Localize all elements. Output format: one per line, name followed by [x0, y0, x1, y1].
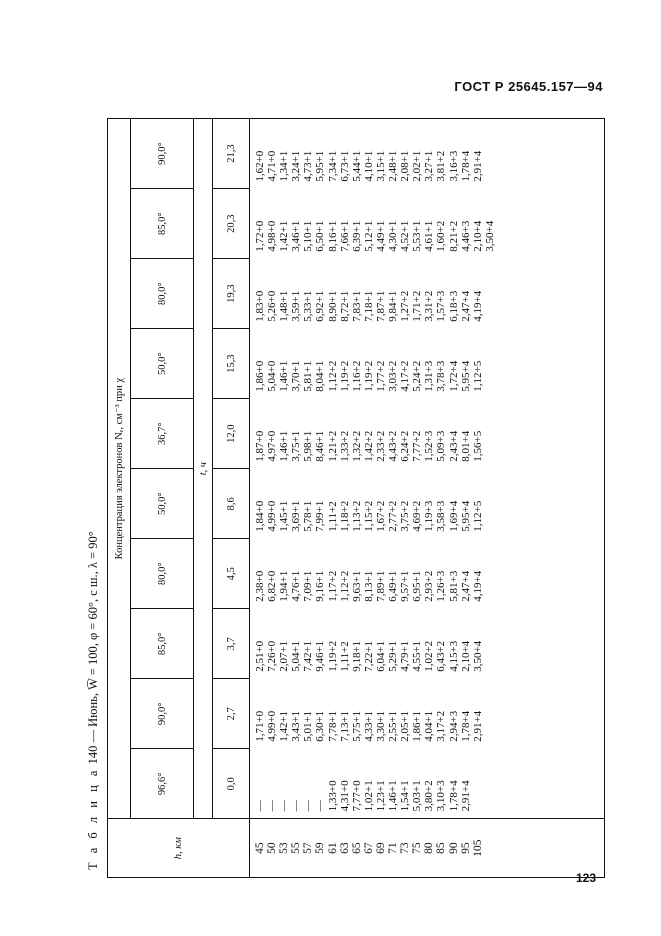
table-cell: 2,10+4: [459, 640, 472, 672]
table-cell: 4,97+0: [266, 430, 279, 462]
height-value: 95: [459, 842, 472, 854]
table-cell: 1,46+1: [278, 360, 291, 392]
table-cell: 5,03+1: [411, 780, 424, 812]
height-value: 59: [314, 842, 327, 854]
table-cell: 2,43+4: [447, 430, 460, 462]
table-cell: 4,19+4: [471, 570, 484, 602]
height-value: 71: [387, 842, 400, 854]
table-cell: 3,31+2: [423, 290, 436, 322]
height-value: 105: [471, 839, 484, 857]
table-cell: 2,08+1: [399, 150, 412, 182]
chi-header-cell: 50,0°: [131, 469, 194, 539]
data-table: [107, 118, 605, 878]
table-cell: 4,98+0: [266, 220, 279, 252]
table-cell: 4,52+1: [399, 220, 412, 252]
table-cell: 1,15+2: [362, 500, 375, 532]
value-column: [250, 259, 605, 329]
time-header-cell: 19,3: [213, 259, 250, 329]
table-cell: —: [314, 800, 327, 812]
table-cell: 2,38+0: [254, 570, 266, 602]
height-value: 45: [254, 842, 266, 854]
table-cell: 9,46+1: [314, 640, 327, 672]
table-cell: 8,16+1: [326, 220, 339, 252]
table-cell: 7,42+1: [302, 640, 315, 672]
table-cell: 3,58+3: [435, 500, 448, 532]
table-cell: 2,48+1: [387, 150, 400, 182]
table-cell: 1,26+3: [435, 570, 448, 602]
table-cell: 1,19+2: [362, 360, 375, 392]
chi-header-cell: 85,0°: [131, 189, 194, 259]
table-cell: 1,52+3: [423, 430, 436, 462]
table-cell: 9,84+1: [387, 290, 400, 322]
table-cell: 8,04+1: [314, 360, 327, 392]
table-cell: 3,50+4: [483, 220, 496, 252]
table-cell: 5,44+1: [350, 150, 363, 182]
height-value: 73: [399, 842, 412, 854]
table-cell: 2,93+2: [423, 570, 436, 602]
caption-prefix: Т а б л и ц а: [86, 767, 100, 870]
table-cell: 1,46+1: [278, 430, 291, 462]
value-column: [250, 189, 605, 259]
table-cell: 5,09+3: [435, 430, 448, 462]
table-cell: 1,71+0: [254, 710, 266, 742]
table-cell: 6,82+0: [266, 570, 279, 602]
table-cell: 1,78+4: [459, 710, 472, 742]
doc-header: ГОСТ Р 25645.157—94: [454, 79, 603, 94]
table-cell: 1,45+1: [278, 500, 291, 532]
table-cell: 1,19+2: [326, 640, 339, 672]
table-cell: 4,76+1: [290, 570, 303, 602]
table-cell: 8,72+1: [338, 290, 351, 322]
table-cell: 3,30+1: [374, 710, 387, 742]
table-cell: 7,83+1: [350, 290, 363, 322]
table-cell: 1,84+0: [254, 500, 266, 532]
h-column-header: h, км: [108, 819, 250, 878]
time-header: t, ч: [194, 119, 213, 819]
table-cell: 7,87+1: [374, 290, 387, 322]
table-cell: 1,19+3: [423, 500, 436, 532]
height-value: 85: [435, 842, 448, 854]
table-cell: 3,70+1: [290, 360, 303, 392]
time-header-cell: 4,5: [213, 539, 250, 609]
table-cell: 5,98+1: [302, 430, 315, 462]
table-cell: 1,86+0: [254, 360, 266, 392]
chi-header-cell: 96,6°: [131, 749, 194, 819]
value-column: [250, 749, 605, 819]
table-cell: 7,18+1: [362, 290, 375, 322]
table-cell: —: [254, 800, 266, 812]
table-cell: 6,24+2: [399, 430, 412, 462]
table-cell: 3,24+1: [290, 150, 303, 182]
table-cell: 1,62+0: [254, 150, 266, 182]
table-cell: 6,18+3: [447, 290, 460, 322]
table-cell: 5,26+0: [266, 290, 279, 322]
table-cell: 8,21+2: [447, 220, 460, 252]
table-cell: 9,63+1: [350, 570, 363, 602]
table-cell: 1,02+1: [362, 780, 375, 812]
table-cell: 9,16+1: [314, 570, 327, 602]
table-cell: 2,51+0: [254, 640, 266, 672]
table-cell: 6,30+1: [314, 710, 327, 742]
table-cell: 7,22+1: [362, 640, 375, 672]
height-value: 69: [374, 842, 387, 854]
table-cell: 3,81+2: [435, 150, 448, 182]
table-cell: 5,33+1: [302, 290, 315, 322]
table-cell: 3,69+1: [290, 500, 303, 532]
value-column: [250, 119, 605, 189]
table-cell: 2,07+1: [278, 640, 291, 672]
table-cell: 1,21+2: [326, 430, 339, 462]
value-column: [250, 329, 605, 399]
table-cell: 5,95+1: [314, 150, 327, 182]
height-value: 53: [278, 842, 291, 854]
table-cell: 6,73+1: [338, 150, 351, 182]
table-cell: —: [302, 800, 315, 812]
table-cell: 3,75+1: [290, 430, 303, 462]
table-cell: 2,33+2: [374, 430, 387, 462]
table-cell: 6,49+1: [387, 570, 400, 602]
table-cell: 5,04+0: [266, 360, 279, 392]
table-cell: 5,81+1: [302, 360, 315, 392]
table-cell: 1,12+5: [471, 500, 484, 532]
table-cell: 4,43+2: [387, 430, 400, 462]
table-cell: 9,57+1: [399, 570, 412, 602]
table-cell: 1,87+0: [254, 430, 266, 462]
table-cell: 6,04+1: [374, 640, 387, 672]
table-cell: 1,33+2: [338, 430, 351, 462]
table-cell: 4,04+1: [423, 710, 436, 742]
height-value: 57: [302, 842, 315, 854]
table-cell: 2,77+2: [387, 500, 400, 532]
table-cell: 1,77+2: [374, 360, 387, 392]
table-cell: 1,71+2: [411, 290, 424, 322]
caption-text: 140 — Июнь, W̅ = 100, φ = 60°, с ш., λ = 90°: [86, 531, 100, 765]
table-cell: 1,18+2: [338, 500, 351, 532]
table-cell: 5,53+1: [411, 220, 424, 252]
table-cell: 1,12+2: [326, 360, 339, 392]
time-header-cell: 8,6: [213, 469, 250, 539]
table-cell: 8,46+1: [314, 430, 327, 462]
table-cell: 3,50+4: [471, 640, 484, 672]
table-cell: 1,31+3: [423, 360, 436, 392]
group-header: Концентрация электронов Nₑ, см⁻³ при χ: [108, 119, 131, 819]
height-value: 55: [290, 842, 303, 854]
table-cell: 5,78+1: [302, 500, 315, 532]
table-cell: 1,78+4: [447, 780, 460, 812]
height-value: 65: [350, 842, 363, 854]
table-cell: 4,30+1: [387, 220, 400, 252]
table-cell: 4,99+0: [266, 710, 279, 742]
table-cell: 1,02+2: [423, 640, 436, 672]
height-value: 61: [326, 842, 339, 854]
table-cell: 1,60+2: [435, 220, 448, 252]
table-cell: 3,03+2: [387, 360, 400, 392]
table-cell: 1,78+4: [459, 150, 472, 182]
table-cell: 3,10+3: [435, 780, 448, 812]
table-cell: 1,42+1: [278, 220, 291, 252]
table-cell: 4,69+2: [411, 500, 424, 532]
value-column: [250, 679, 605, 749]
table-cell: 2,91+4: [471, 710, 484, 742]
table-cell: 7,34+1: [326, 150, 339, 182]
table-cell: 1,12+5: [471, 360, 484, 392]
table-cell: 1,67+2: [374, 500, 387, 532]
table-cell: 3,75+2: [399, 500, 412, 532]
table-cell: 4,61+1: [423, 220, 436, 252]
table-cell: 1,83+0: [254, 290, 266, 322]
table-cell: 1,32+2: [350, 430, 363, 462]
chi-header-cell: 36,7°: [131, 399, 194, 469]
table-cell: 3,78+3: [435, 360, 448, 392]
value-column: [250, 609, 605, 679]
table-cell: 3,17+2: [435, 710, 448, 742]
table-cell: 3,15+1: [374, 150, 387, 182]
table-cell: 3,16+3: [447, 150, 460, 182]
table-cell: 4,71+0: [266, 150, 279, 182]
table-cell: 1,16+2: [350, 360, 363, 392]
table-cell: 4,55+1: [411, 640, 424, 672]
table-cell: 1,48+1: [278, 290, 291, 322]
table-cell: 2,02+1: [411, 150, 424, 182]
table-cell: 1,11+2: [326, 501, 339, 532]
table-cell: 1,27+2: [399, 290, 412, 322]
table-cell: 2,10+4: [471, 220, 484, 252]
table-cell: 7,78+1: [326, 710, 339, 742]
table-cell: 7,13+1: [338, 710, 351, 742]
value-column: [250, 539, 605, 609]
table-cell: 7,77+2: [411, 430, 424, 462]
rotated-table-block: [83, 118, 593, 878]
table-cell: 6,50+1: [314, 220, 327, 252]
table-cell: 4,33+1: [362, 710, 375, 742]
time-header-cell: 21,3: [213, 119, 250, 189]
table-cell: 1,57+3: [435, 290, 448, 322]
table-cell: 1,42+2: [362, 430, 375, 462]
table-cell: 2,94+3: [447, 710, 460, 742]
time-header-cell: 20,3: [213, 189, 250, 259]
table-cell: 3,43+1: [290, 710, 303, 742]
table-cell: 4,17+2: [399, 360, 412, 392]
table-cell: 3,46+1: [290, 220, 303, 252]
table-cell: 7,89+1: [374, 570, 387, 602]
height-value: 75: [411, 842, 424, 854]
height-value: 67: [362, 842, 375, 854]
table-cell: 1,69+4: [447, 500, 460, 532]
table-cell: 2,47+4: [459, 570, 472, 602]
table-cell: —: [290, 800, 303, 812]
table-cell: 1,72+4: [447, 360, 460, 392]
table-cell: 6,95+1: [411, 570, 424, 602]
table-cell: 1,19+2: [338, 360, 351, 392]
table-cell: 1,23+1: [374, 780, 387, 812]
table-cell: 8,13+1: [362, 570, 375, 602]
table-cell: —: [266, 800, 279, 812]
page-number: 123: [576, 871, 597, 885]
table-cell: 2,91+4: [471, 150, 484, 182]
chi-header-cell: 90,0°: [131, 679, 194, 749]
value-column: [250, 399, 605, 469]
table-cell: 2,55+1: [387, 710, 400, 742]
time-header-cell: 0,0: [213, 749, 250, 819]
table-cell: 4,15+3: [447, 640, 460, 672]
table-cell: 4,19+4: [471, 290, 484, 322]
table-cell: 5,81+3: [447, 570, 460, 602]
table-cell: 5,24+2: [411, 360, 424, 392]
table-cell: 6,92+1: [314, 290, 327, 322]
table-cell: 6,43+2: [435, 640, 448, 672]
chi-header-cell: 80,0°: [131, 539, 194, 609]
time-header-cell: 12,0: [213, 399, 250, 469]
table-cell: 1,34+1: [278, 150, 291, 182]
table-cell: 1,42+1: [278, 710, 291, 742]
table-cell: 5,95+4: [459, 360, 472, 392]
table-cell: 1,17+2: [326, 570, 339, 602]
table-cell: 7,26+0: [266, 640, 279, 672]
height-value: 63: [338, 842, 351, 854]
table-cell: 1,72+0: [254, 220, 266, 252]
table-cell: 7,66+1: [338, 220, 351, 252]
table-cell: 2,91+4: [459, 780, 472, 812]
table-cell: 7,77+0: [350, 780, 363, 812]
height-value: 50: [266, 842, 279, 854]
table-cell: 6,39+1: [350, 220, 363, 252]
table-cell: 3,59+1: [290, 290, 303, 322]
table-cell: 7,99+1: [314, 500, 327, 532]
table-cell: 1,12+2: [338, 570, 351, 602]
table-cell: 1,13+2: [350, 500, 363, 532]
height-value: 90: [447, 842, 460, 854]
time-header-cell: 15,3: [213, 329, 250, 399]
table-cell: 5,95+4: [459, 500, 472, 532]
table-cell: 1,46+1: [387, 780, 400, 812]
table-caption: [83, 531, 103, 870]
table-cell: 5,29+1: [387, 640, 400, 672]
table-cell: 1,94+1: [278, 570, 291, 602]
chi-header-cell: 85,0°: [131, 609, 194, 679]
chi-header-cell: 90,0°: [131, 119, 194, 189]
table-cell: 8,90+1: [326, 290, 339, 322]
time-header-cell: 2,7: [213, 679, 250, 749]
table-cell: 1,56+5: [471, 430, 484, 462]
table-cell: 2,05+1: [399, 710, 412, 742]
table-cell: 4,79+1: [399, 640, 412, 672]
table-cell: 4,99+0: [266, 500, 279, 532]
chi-header-cell: 80,0°: [131, 259, 194, 329]
table-cell: 1,54+1: [399, 780, 412, 812]
table-cell: 4,49+1: [374, 220, 387, 252]
table-cell: 5,75+1: [350, 710, 363, 742]
value-column: [250, 469, 605, 539]
table-cell: 8,01+4: [459, 430, 472, 462]
table-cell: 5,10+1: [302, 220, 315, 252]
table-cell: 9,18+1: [350, 640, 363, 672]
time-header-cell: 3,7: [213, 609, 250, 679]
table-cell: 1,33+0: [326, 780, 339, 812]
height-value: 80: [423, 842, 436, 854]
table-cell: —: [278, 800, 291, 812]
table-cell: 5,04+1: [290, 640, 303, 672]
table-cell: 3,80+2: [423, 780, 436, 812]
table-cell: 3,27+1: [423, 150, 436, 182]
heights-column: [250, 819, 605, 878]
table-cell: 7,09+1: [302, 570, 315, 602]
table-cell: 4,31+0: [338, 780, 351, 812]
table-cell: 1,11+2: [338, 641, 351, 672]
table-cell: 5,01+1: [302, 710, 315, 742]
chi-header-cell: 50,0°: [131, 329, 194, 399]
table-cell: 2,47+4: [459, 290, 472, 322]
table-cell: 4,10+1: [362, 150, 375, 182]
table-cell: 5,12+1: [362, 220, 375, 252]
table-cell: 4,73+1: [302, 150, 315, 182]
table-cell: 4,46+3: [459, 220, 472, 252]
table-cell: 1,86+1: [411, 710, 424, 742]
